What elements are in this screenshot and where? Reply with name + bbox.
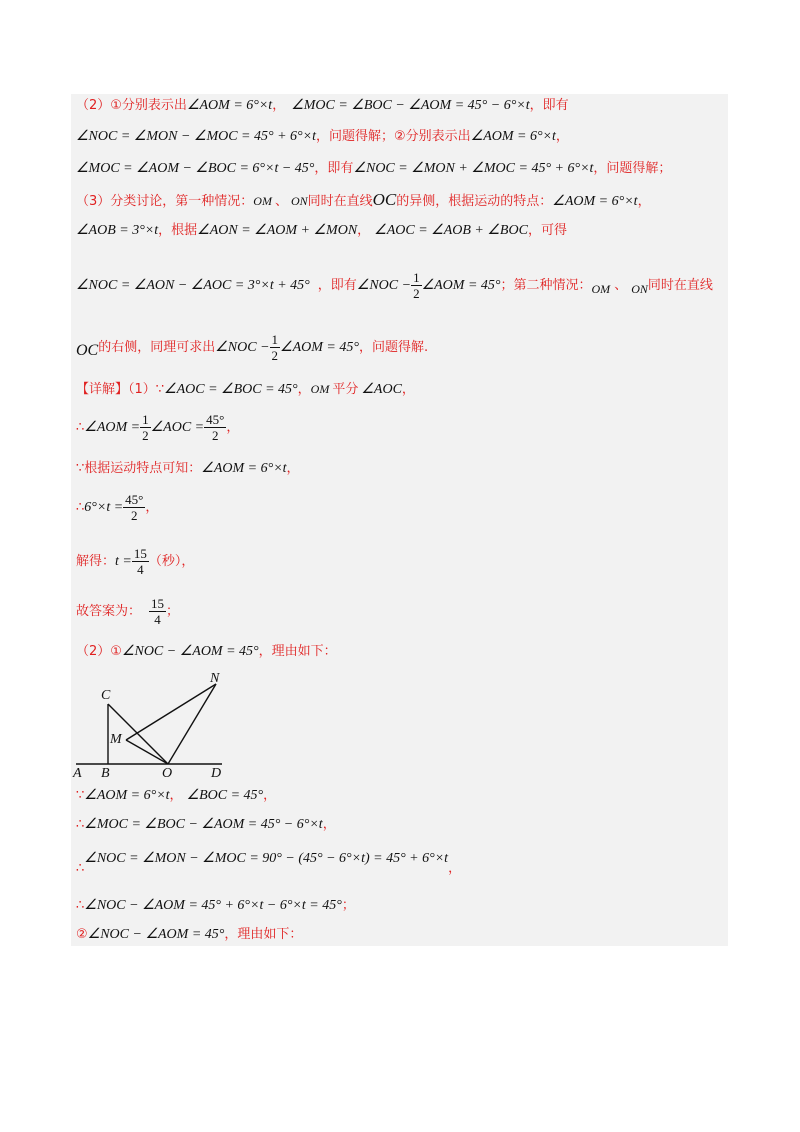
label-D: D	[211, 766, 222, 780]
solution-line-9: ∴∠MOC = ∠BOC − ∠AOM = 45° − 6°×t，	[76, 817, 336, 832]
label-A: A	[73, 766, 82, 780]
analysis-line-2: ∠NOC = ∠MON − ∠MOC = 45° + 6°×t，问题得解；②分别表示出∠AOM = 6°×t，	[76, 129, 569, 144]
fraction-half: $\frac{1}{2}$	[142, 412, 149, 443]
label-O: O	[162, 766, 173, 780]
analysis-line-6: ∠NOC = ∠AON − ∠AOC = 3°×t + 45° ，即有∠NOC − $\frac{1}{2}$ ∠AOM = 45°；第二种情况：OM 、 ON同时在直线	[76, 270, 713, 301]
solution-line-1: 【详解】（1）∵∠AOC = ∠BOC = 45°，OM 平分 ∠AOC，	[76, 382, 415, 397]
fraction-45-over-2: $\frac{45^\circ}{2}$	[206, 412, 225, 443]
solution-line-8: ∵∠AOM = 6°×t， ∠BOC = 45°，	[76, 788, 277, 803]
label-B: B	[101, 766, 110, 780]
fraction-15-over-4: $\frac{15}{4}$	[133, 546, 147, 577]
geometry-figure	[70, 668, 230, 780]
fraction-half: $\frac{1}{2}$	[271, 332, 279, 363]
fraction-15-over-4: $\frac{15}{4}$	[151, 596, 165, 627]
solution-line-5: 解得：t = $\frac{15}{4}$ （秒），	[76, 546, 195, 577]
segment-MN	[126, 684, 216, 740]
label-M: M	[110, 732, 122, 747]
solution-line-4: ∴6°×t = $\frac{45^\circ}{2}$ ，	[76, 492, 159, 523]
label-N: N	[210, 671, 220, 686]
analysis-line-1: （2）①分别表示出∠AOM = 6°×t， ∠MOC = ∠BOC − ∠AOM = 45° − 6°×t，即有	[76, 98, 569, 113]
analysis-line-3: ∠MOC = ∠AOM − ∠BOC = 6°×t − 45°，即有∠NOC = ∠MON + ∠MOC = 45° + 6°×t，问题得解；	[76, 161, 672, 176]
analysis-line-4: （3）分类讨论，第一种情况：OM 、 ON同时在直线OC的异侧，根据运动的特点：∠AOM = 6°×t，	[76, 190, 651, 209]
solution-line-12: ②∠NOC − ∠AOM = 45°，理由如下：	[76, 927, 303, 942]
solution-line-3: ∵根据运动特点可知：∠AOM = 6°×t，	[76, 461, 300, 476]
segment-ON	[168, 684, 216, 764]
solution-line-6: 故答案为： $\frac{15}{4}$ ；	[76, 596, 180, 627]
solution-line-11: ∴∠NOC − ∠AOM = 45° + 6°×t − 6°×t = 45°；	[76, 898, 355, 913]
solution-line-10: ∴∠NOC = ∠MON − ∠MOC = 90° − (45° − 6°×t) = 45° + 6°×t，	[76, 851, 462, 876]
solution-line-7: （2）①∠NOC − ∠AOM = 45°，理由如下：	[76, 644, 337, 659]
label-C: C	[101, 688, 111, 703]
solution-line-2: ∴∠AOM = $\frac{1}{2}$ ∠AOC = $\frac{45^\circ}{2}$ ，	[76, 412, 240, 443]
fraction-half: $\frac{1}{2}$	[413, 270, 420, 301]
analysis-line-5: ∠AOB = 3°×t，根据∠AON = ∠AOM + ∠MON， ∠AOC = ∠AOB + ∠BOC，可得	[76, 223, 567, 238]
analysis-line-7: OC的右侧，同理可求出∠NOC − $\frac{1}{2}$ ∠AOM = 45°，问题得解.	[76, 332, 429, 363]
fraction-45-over-2: $\frac{45^\circ}{2}$	[125, 492, 144, 523]
